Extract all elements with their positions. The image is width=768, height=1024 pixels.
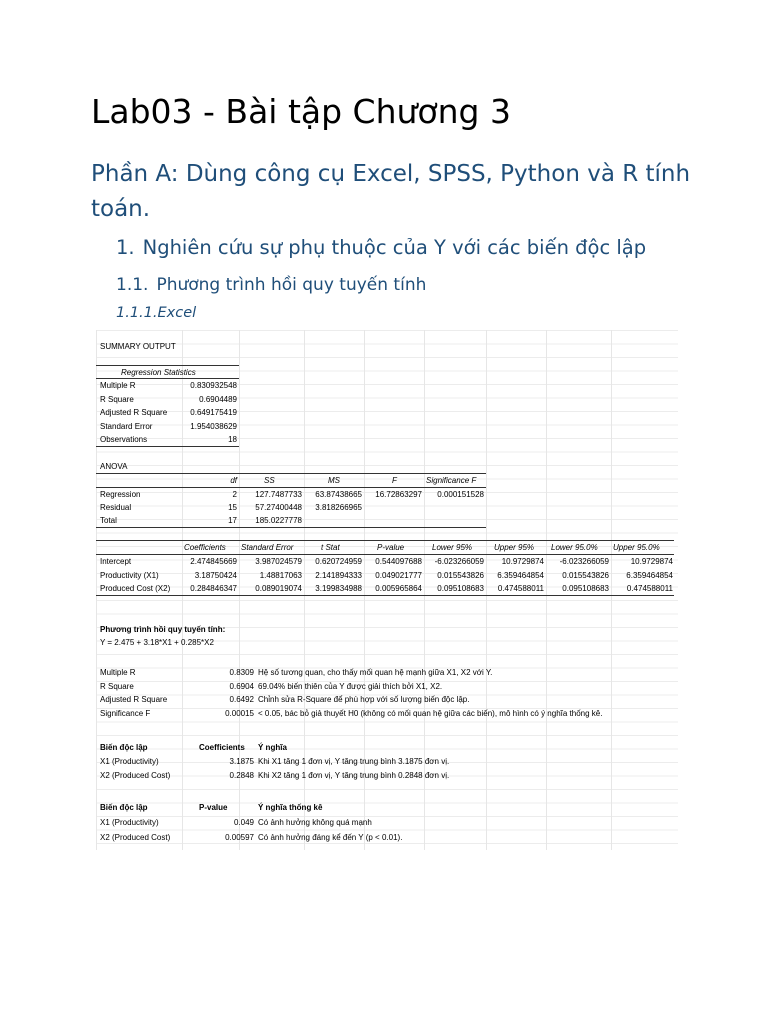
interp-value: 0.00015 xyxy=(225,709,254,718)
anova-ms: 3.818266965 xyxy=(315,503,362,512)
coef-cell: 2.474845669 xyxy=(190,557,237,566)
coef-header: Upper 95% xyxy=(494,543,535,552)
section-1-1-text: Phương trình hồi quy tuyến tính xyxy=(156,275,427,295)
pval-header: Ý nghĩa thống kê xyxy=(258,803,323,812)
section-1-1-1-heading xyxy=(116,305,196,321)
coef-cell: 3.18750424 xyxy=(194,571,237,580)
coef-cell: -6.023266059 xyxy=(559,557,609,566)
stat-value: 0.649175419 xyxy=(190,408,237,417)
coef-row-label: Intercept xyxy=(100,557,132,566)
stat-label: Adjusted R Square xyxy=(100,408,168,417)
coef-cell: 10.9729874 xyxy=(501,557,544,566)
coef2-note: Khi X1 tăng 1 đơn vị, Y tăng trung bình 3.1875 đơn vị. xyxy=(258,757,450,766)
interp-note: 69.04% biến thiên của Y được giải thích bởi X1, X2. xyxy=(258,682,443,691)
coef-cell: 0.284846347 xyxy=(190,584,237,593)
anova-row-label: Regression xyxy=(100,490,141,499)
pval-note: Có ảnh hưởng đáng kể đến Y (p < 0.01). xyxy=(258,833,403,842)
pval-note: Có ảnh hưởng không quá mạnh xyxy=(258,818,372,827)
coef-cell: 0.095108683 xyxy=(562,584,609,593)
coef-header: Lower 95% xyxy=(432,543,473,552)
anova-df: 17 xyxy=(228,516,237,525)
anova-row-label: Total xyxy=(100,516,117,525)
stat-label: R Square xyxy=(100,395,134,404)
coef-header: P-value xyxy=(377,543,405,552)
stat-label: Observations xyxy=(100,435,148,444)
stat-value: 1.954038629 xyxy=(190,422,237,431)
interp-label: Multiple R xyxy=(100,668,136,677)
coef2-header: Coefficients xyxy=(199,743,245,752)
anova-ss: 57.27400448 xyxy=(255,503,302,512)
pval-header: Biến độc lập xyxy=(100,803,148,812)
coef-cell: 6.359464854 xyxy=(497,571,544,580)
coef-header: t Stat xyxy=(321,543,340,552)
coef-cell: 0.620724959 xyxy=(315,557,362,566)
coef-row-label: Produced Cost (X2) xyxy=(100,584,171,593)
anova-df: 15 xyxy=(228,503,237,512)
anova-header: Significance F xyxy=(426,476,477,485)
pval-value: 0.049 xyxy=(233,818,254,827)
coef-cell: 3.199834988 xyxy=(315,584,362,593)
stat-value: 0.6904489 xyxy=(199,395,237,404)
coef-header: Coefficients xyxy=(184,543,226,552)
summary-output-label: SUMMARY OUTPUT xyxy=(100,342,176,351)
stat-value: 18 xyxy=(228,435,237,444)
pval-label: X2 (Produced Cost) xyxy=(100,833,171,842)
section-1-1-1-number: 1.1.1. xyxy=(116,305,158,321)
coef-cell: 2.141894333 xyxy=(315,571,362,580)
interp-note: Chỉnh sửa R-Square để phù hợp với số lượng biến độc lập. xyxy=(258,695,470,704)
section-1-heading xyxy=(116,236,646,259)
stat-label: Multiple R xyxy=(100,381,136,390)
coef2-label: X1 (Productivity) xyxy=(100,757,159,766)
coef-header: Upper 95.0% xyxy=(613,543,660,552)
equation-text: Y = 2.475 + 3.18*X1 + 0.285*X2 xyxy=(100,638,214,647)
coef2-header: Biến độc lập xyxy=(100,743,148,752)
interp-label: Adjusted R Square xyxy=(100,695,168,704)
coef-cell: 0.015543826 xyxy=(562,571,609,580)
pval-header: P-value xyxy=(199,803,228,812)
coef2-header: Ý nghĩa xyxy=(258,743,287,752)
interp-note: Hệ số tương quan, cho thấy mối quan hệ mạnh giữa X1, X2 với Y. xyxy=(258,668,493,677)
interp-value: 0.6492 xyxy=(229,695,254,704)
coef-cell: 0.474588011 xyxy=(497,584,544,593)
anova-df: 2 xyxy=(232,490,237,499)
section-1-number: 1. xyxy=(116,236,135,259)
coef-cell: 10.9729874 xyxy=(630,557,673,566)
anova-header: SS xyxy=(264,476,275,485)
coef-cell: 0.474588011 xyxy=(626,584,673,593)
coef-cell: 0.015543826 xyxy=(437,571,484,580)
anova-header: df xyxy=(230,476,237,485)
excel-screenshot xyxy=(96,330,678,850)
coef-header: Lower 95.0% xyxy=(551,543,598,552)
coef2-value: 0.2848 xyxy=(229,771,254,780)
anova-header: F xyxy=(392,476,397,485)
equation-label: Phương trình hồi quy tuyến tính: xyxy=(100,625,226,634)
coef-cell: -6.023266059 xyxy=(434,557,484,566)
coef-cell: 0.005965864 xyxy=(375,584,422,593)
section-1-1-1-text: Excel xyxy=(157,305,197,321)
coef-row-label: Productivity (X1) xyxy=(100,571,159,580)
section-1-1-heading xyxy=(116,275,426,295)
regression-statistics-header: Regression Statistics xyxy=(121,368,196,377)
coef-cell: 0.095108683 xyxy=(437,584,484,593)
pval-label: X1 (Productivity) xyxy=(100,818,159,827)
part-a-heading: Phần A: Dùng công cụ Excel, SPSS, Python và R tính toán. xyxy=(91,161,691,222)
anova-ss: 185.0227778 xyxy=(255,516,302,525)
coef-cell: 0.049021777 xyxy=(375,571,422,580)
anova-row-label: Residual xyxy=(100,503,132,512)
pval-value: 0.00597 xyxy=(225,833,254,842)
section-1-text: Nghiên cứu sự phụ thuộc của Y với các biến độc lập xyxy=(142,236,647,259)
coef-cell: 3.987024579 xyxy=(255,557,302,566)
coef-header: Standard Error xyxy=(241,543,294,552)
interp-value: 0.8309 xyxy=(229,668,254,677)
coef-cell: 1.48817063 xyxy=(259,571,302,580)
coef2-value: 3.1875 xyxy=(229,757,254,766)
anova-ms: 63.87438665 xyxy=(315,490,362,499)
coef-cell: 0.544097688 xyxy=(375,557,422,566)
coef2-note: Khi X2 tăng 1 đơn vị, Y tăng trung bình 0.2848 đơn vị. xyxy=(258,771,450,780)
coef-cell: 6.359464854 xyxy=(626,571,673,580)
interp-note: < 0.05, bác bỏ giả thuyết H0 (không có mối quan hệ giữa các biến), mô hình có ý nghĩa thống kê. xyxy=(258,709,603,718)
interp-label: Significance F xyxy=(100,709,151,718)
anova-f: 16.72863297 xyxy=(375,490,422,499)
section-1-1-number: 1.1. xyxy=(116,275,149,295)
coef2-label: X2 (Produced Cost) xyxy=(100,771,171,780)
stat-label: Standard Error xyxy=(100,422,153,431)
anova-ss: 127.7487733 xyxy=(255,490,302,499)
anova-sig: 0.000151528 xyxy=(437,490,484,499)
coef-cell: 0.089019074 xyxy=(255,584,302,593)
page-title: Lab03 - Bài tập Chương 3 xyxy=(91,92,511,131)
anova-header: MS xyxy=(328,476,340,485)
anova-label: ANOVA xyxy=(100,462,128,471)
interp-label: R Square xyxy=(100,682,134,691)
stat-value: 0.830932548 xyxy=(190,381,237,390)
interp-value: 0.6904 xyxy=(229,682,254,691)
